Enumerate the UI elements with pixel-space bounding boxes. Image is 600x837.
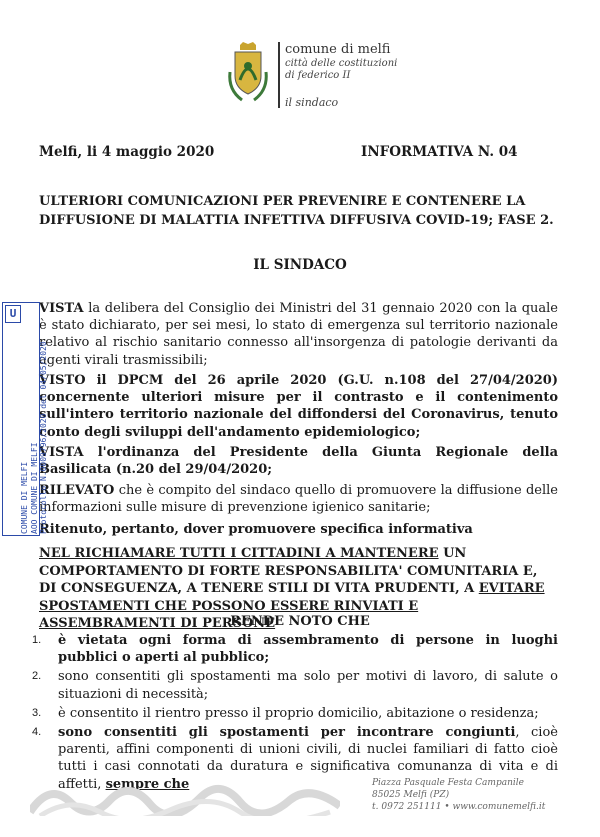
notice-part-3: EVITARE SPOSTAMENTI CHE POSSONO ESSERE RINVIATI E ASSEMBRAMENTI DI PERSONE <box>39 581 545 631</box>
premise-ritenuto <box>39 521 558 538</box>
item-bold: è vietata ogni forma di assembramento di persone in luoghi pubblici o aperti al pubblico; <box>58 633 558 666</box>
premise-rilevato <box>39 482 558 516</box>
footer-decoration-icon <box>30 772 340 816</box>
item-number: 1. <box>32 634 42 646</box>
stamp-line-2: AOO COMUNE DI MELFI <box>29 442 39 534</box>
item-text: è consentito il rientro presso il proprio domicilio, abitazione o residenza; <box>58 705 539 721</box>
item-bold: sono consentiti gli spostamenti per incontrare congiunti <box>58 725 516 741</box>
premise-lead: RILEVATO <box>39 483 115 498</box>
list-item <box>32 668 558 702</box>
premise-visto-dpcm <box>39 372 558 441</box>
informativa-number: INFORMATIVA N. 04 <box>361 144 518 160</box>
stamp-line-3: Protocollo N.0009796/2020 del 04/05/2020 <box>39 341 48 534</box>
measures-list <box>32 632 558 795</box>
item-number: 4. <box>32 726 42 739</box>
premise-vista-delibera <box>39 300 558 369</box>
premise-text: che è compito del sindaco quello di promuovere la diffusione delle informazioni sulle misure di prevenzione igienico sanitarie; <box>39 483 558 516</box>
municipal-crest-icon <box>226 42 270 104</box>
item-tail: sempre che <box>105 776 190 792</box>
header-role: il sindaco <box>285 96 339 109</box>
list-item <box>32 705 558 722</box>
list-item <box>32 632 558 666</box>
header-divider <box>278 42 280 108</box>
item-number: 3. <box>32 706 42 719</box>
item-number: 2. <box>32 670 42 683</box>
stamp-line-1: COMUNE DI MELFI <box>20 461 29 534</box>
item-text: sono consentiti gli spostamenti ma solo per motivi di lavoro, di salute o situazioni di necessità; <box>58 669 558 702</box>
sindaco-heading: IL SINDACO <box>253 257 347 273</box>
organization-name: comune di melfi <box>285 42 391 57</box>
subtitle-line-2: di federico II <box>285 70 351 81</box>
stamp-text <box>20 341 49 534</box>
address-line-2: 85025 Melfi (PZ) <box>372 790 450 800</box>
subject-heading: ULTERIORI COMUNICAZIONI PER PREVENIRE E CONTENERE LA DIFFUSIONE DI MALATTIA INFETTIVA DIFFUSIVA COVID-19; FASE 2. <box>39 194 554 228</box>
premise-lead: VISTA <box>39 301 84 316</box>
premise-vista-ordinanza <box>39 444 558 478</box>
address-line-1: Piazza Pasquale Festa Campanile <box>372 778 524 788</box>
premise-lead: VISTA l'ordinanza del Presidente della Giunta Regionale della Basilicata (n.20 del 29/04/2020; <box>39 445 558 478</box>
rende-noto-heading: RENDE NOTO CHE <box>230 614 370 629</box>
footer-address <box>372 777 545 813</box>
dateline: Melfi, li 4 maggio 2020 <box>39 144 215 160</box>
stamp-letter: U <box>5 305 21 323</box>
subtitle-line-1: città delle costituzioni <box>285 58 398 69</box>
address-line-3: t. 0972 251111 • www.comunemelfi.it <box>372 802 546 812</box>
premise-text: la delibera del Consiglio dei Ministri del 31 gennaio 2020 con la quale è stato dichiarato, per sei mesi, lo stato di emergenza sul territorio nazionale relativo al rischio sanitario connesso all'insorgenza di patologie derivanti da agenti virali trasmissibili; <box>39 301 558 368</box>
premise-lead: VISTO il DPCM del 26 aprile 2020 (G.U. n.108 del 27/04/2020) concernente ulteriori misure per il contrasto e il contenimento sull'intero territorio nazionale del diffondersi del Coronavirus, tenuto conto degli sviluppi dell'andamento epidemiologico; <box>39 373 558 440</box>
notice-part-1: NEL RICHIAMARE TUTTI I CITTADINI A MANTENERE <box>39 546 439 561</box>
notice-part-2: UN COMPORTAMENTO DI FORTE RESPONSABILITA' COMUNITARIA E, DI CONSEGUENZA, A TENERE STILI DI VITA PRUDENTI, A <box>39 546 538 596</box>
item-text: , cioè parenti, affini componenti di unioni civili, di nuclei familiari di fatto cioè tutti i casi connotati da duratura e significativa comunanza di vita e di affetti, <box>58 725 558 792</box>
organization-subtitle <box>285 58 397 82</box>
premise-lead: Ritenuto, pertanto, dover promuovere specifica informativa <box>39 522 473 537</box>
